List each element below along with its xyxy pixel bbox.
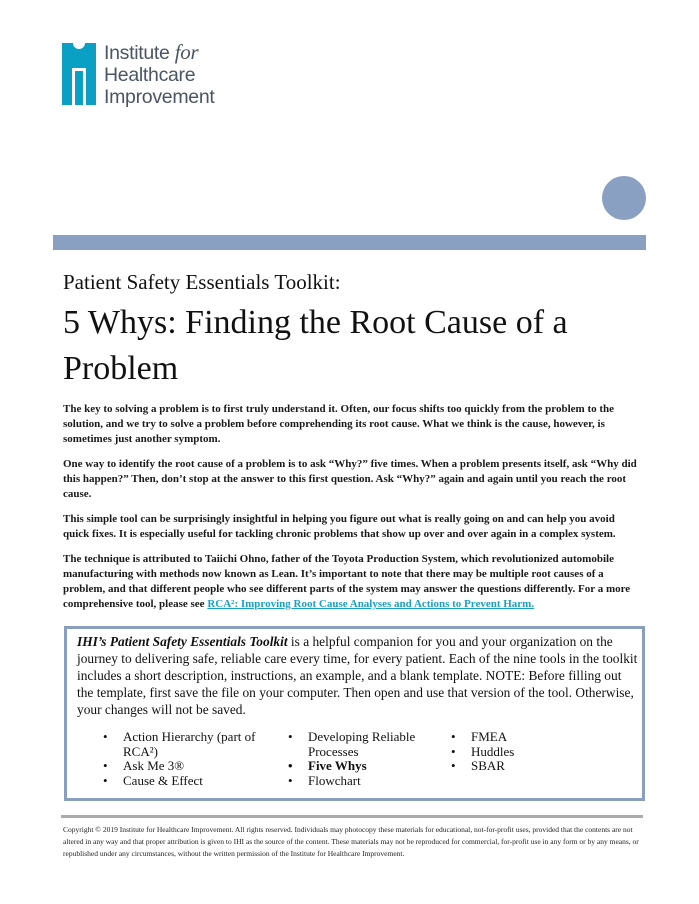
paragraph: [63, 552, 643, 612]
tool-list-item-current: • Five Whys: [288, 758, 367, 773]
footer-divider: [61, 815, 643, 818]
toolkit-text: is a helpful companion for you and your organization on the journey to delivering safe, reliable care every time, for every patient. Each of the nine tools in the toolkit includes a short description, instructions, an example, and a blank template. NOTE: Before filling out the template, first save the file on your computer. Then open and use that version of the tool. Otherwise, your changes will not be saved.: [77, 634, 638, 717]
decorative-circle: [602, 176, 646, 220]
tool-list-column: [288, 729, 428, 788]
toolkit-description: [77, 633, 639, 718]
page-title: 5 Whys: Finding the Root Cause of a Problem: [63, 304, 568, 387]
ihi-logo-mark: [62, 43, 96, 105]
ihi-logo-text: [104, 41, 215, 108]
tool-list: [77, 730, 639, 788]
logo-line: Institute: [104, 42, 170, 64]
toolkit-info-box: [64, 626, 645, 801]
tool-list-item: • Ask Me 3®: [103, 758, 185, 773]
toolkit-name: IHI’s Patient Safety Essentials Toolkit: [77, 634, 288, 649]
logo-line-italic: for: [174, 40, 199, 64]
tool-list-item: • SBAR: [451, 758, 505, 773]
tool-list-column: [451, 729, 591, 788]
page-content: [63, 268, 645, 880]
paragraph: One way to identify the root cause of a problem is to ask “Why?” five times. When a problem presents itself, ask “Why did this happen?” Then, don’t stop at the answer to this first question. Ask “Why?” again and again until you reach the root cause.: [63, 458, 637, 500]
tool-list-item: • Huddles: [451, 743, 515, 759]
tool-list-item: • Developing Reliable Processes: [288, 729, 416, 759]
intro-body: [63, 402, 643, 612]
logo-line: Healthcare: [104, 64, 196, 86]
tool-list-item: • FMEA: [451, 729, 508, 744]
toolkit-subtitle: Patient Safety Essentials Toolkit:: [63, 270, 341, 294]
tool-list-column: [103, 729, 263, 788]
paragraph: This simple tool can be surprisingly insightful in helping you figure out what is really going on and can help you avoid quick fixes. It is especially useful for tackling chronic problems that show up over and over again in a complex system.: [63, 513, 616, 540]
tool-list-item: • Flowchart: [288, 772, 361, 788]
logo-line: Improvement: [104, 86, 215, 108]
tool-list-item: • Cause & Effect: [103, 772, 203, 788]
rca2-link[interactable]: RCA²: Improving Root Cause Analyses and Actions to Prevent Harm.: [207, 598, 535, 610]
paragraph: The key to solving a problem is to first truly understand it. Often, our focus shifts too quickly from the problem to the solution, and we try to solve a problem before comprehending its root cause. What we think is the cause, however, is sometimes just another symptom.: [63, 403, 615, 445]
tool-list-item: • Action Hierarchy (part of RCA²): [103, 729, 256, 759]
header-bar: [53, 235, 646, 250]
copyright-footer: Copyright © 2019 Institute for Healthcare Improvement. All rights reserved. Individuals may photocopy these materials for educational, not-for-profit uses, provided that the contents are not altered in any way and that proper attribution is given to IHI as the source of the content. These materials may not be reproduced for commercial, for-profit use in any form or by any means, or republished under any circumstances, without the written permission of the Institute for Healthcare Improvement.: [63, 825, 639, 858]
paragraph-text: The technique is attributed to Taiichi Ohno, father of the Toyota Production System, which revolutionized automobile manufacturing with methods now known as Lean. It’s important to note that there may be multiple root causes of a problem, and that different people who see different parts of the system may answer the questions differently. For a more comprehensive tool, please see: [63, 553, 631, 610]
